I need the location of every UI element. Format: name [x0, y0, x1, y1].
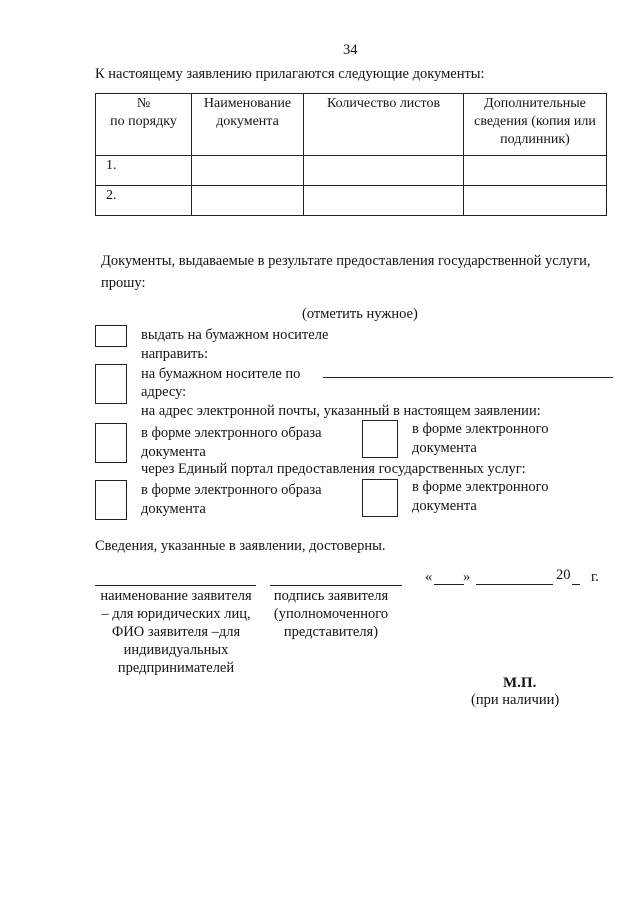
docs-request-line-2: прошу: [101, 275, 146, 291]
portal-doc-label-1: в форме электронного [412, 479, 549, 495]
checkbox-paper-address[interactable] [95, 364, 127, 404]
date-day-line[interactable] [434, 584, 464, 585]
checkbox-email-image[interactable] [95, 423, 127, 463]
sheet-count-cell[interactable] [304, 156, 464, 186]
applicant-name-label: наименование заявителя – для юридических лиц, ФИО заявителя –для индивидуальных предпринимателей [100, 588, 252, 676]
option-paper-address-label-2: адресу: [141, 384, 187, 400]
address-input-line[interactable] [323, 377, 613, 378]
portal-image-label-1: в форме электронного образа [141, 482, 322, 498]
header-doc-name: Наименование документа [192, 94, 304, 156]
doc-name-cell[interactable] [192, 156, 304, 186]
checkbox-paper-issue[interactable] [95, 325, 127, 347]
email-image-label-2: документа [141, 444, 206, 460]
checkbox-email-doc[interactable] [362, 420, 398, 458]
attachments-intro: К настоящему заявлению прилагаются следующие документы: [95, 66, 485, 82]
email-doc-label-2: документа [412, 440, 477, 456]
checkbox-portal-doc[interactable] [362, 479, 398, 517]
date-open-quote: « [425, 569, 433, 585]
date-month-line[interactable] [476, 584, 553, 585]
checkbox-portal-image[interactable] [95, 480, 127, 520]
table-header-row [96, 94, 607, 156]
sheet-count-cell[interactable] [304, 186, 464, 216]
signature-label: подпись заявителя (уполномоченного представителя) [273, 588, 389, 640]
doc-name-cell[interactable] [192, 186, 304, 216]
date-year-line[interactable] [572, 584, 580, 585]
date-close-quote: » [463, 569, 471, 585]
email-doc-label-1: в форме электронного [412, 421, 549, 437]
signature-line[interactable] [270, 585, 402, 586]
table-row [96, 186, 607, 216]
date-year-prefix: 20 [556, 567, 571, 583]
option-paper-issue-label: выдать на бумажном носителе [141, 327, 329, 343]
option-send-label: направить: [141, 346, 209, 362]
row-number-cell: 1. [96, 156, 192, 186]
header-sheet-count: Количество листов [304, 94, 464, 156]
page-number: 34 [343, 42, 358, 58]
portal-heading: через Единый портал предоставления государственных услуг: [141, 461, 526, 477]
table-row [96, 156, 607, 186]
email-heading: на адрес электронной почты, указанный в настоящем заявлении: [141, 403, 541, 419]
confirmation-text: Сведения, указанные в заявлении, достоверны. [95, 538, 386, 554]
header-number: № по порядку [96, 94, 192, 156]
applicant-name-line[interactable] [95, 585, 256, 586]
attachments-table [95, 93, 607, 216]
option-paper-address-label-1: на бумажном носителе по [141, 366, 301, 382]
row-number-cell: 2. [96, 186, 192, 216]
mark-note: (отметить нужное) [302, 306, 418, 322]
header-extra-info: Дополнительные сведения (копия или подлинник) [464, 94, 607, 156]
portal-image-label-2: документа [141, 501, 206, 517]
stamp-note: (при наличии) [471, 692, 560, 708]
extra-info-cell[interactable] [464, 186, 607, 216]
portal-doc-label-2: документа [412, 498, 477, 514]
email-image-label-1: в форме электронного образа [141, 425, 322, 441]
date-year-suffix: г. [591, 569, 599, 585]
stamp-label: М.П. [503, 675, 537, 691]
extra-info-cell[interactable] [464, 156, 607, 186]
docs-request-line-1: Документы, выдаваемые в результате предоставления государственной услуги, [101, 253, 591, 269]
